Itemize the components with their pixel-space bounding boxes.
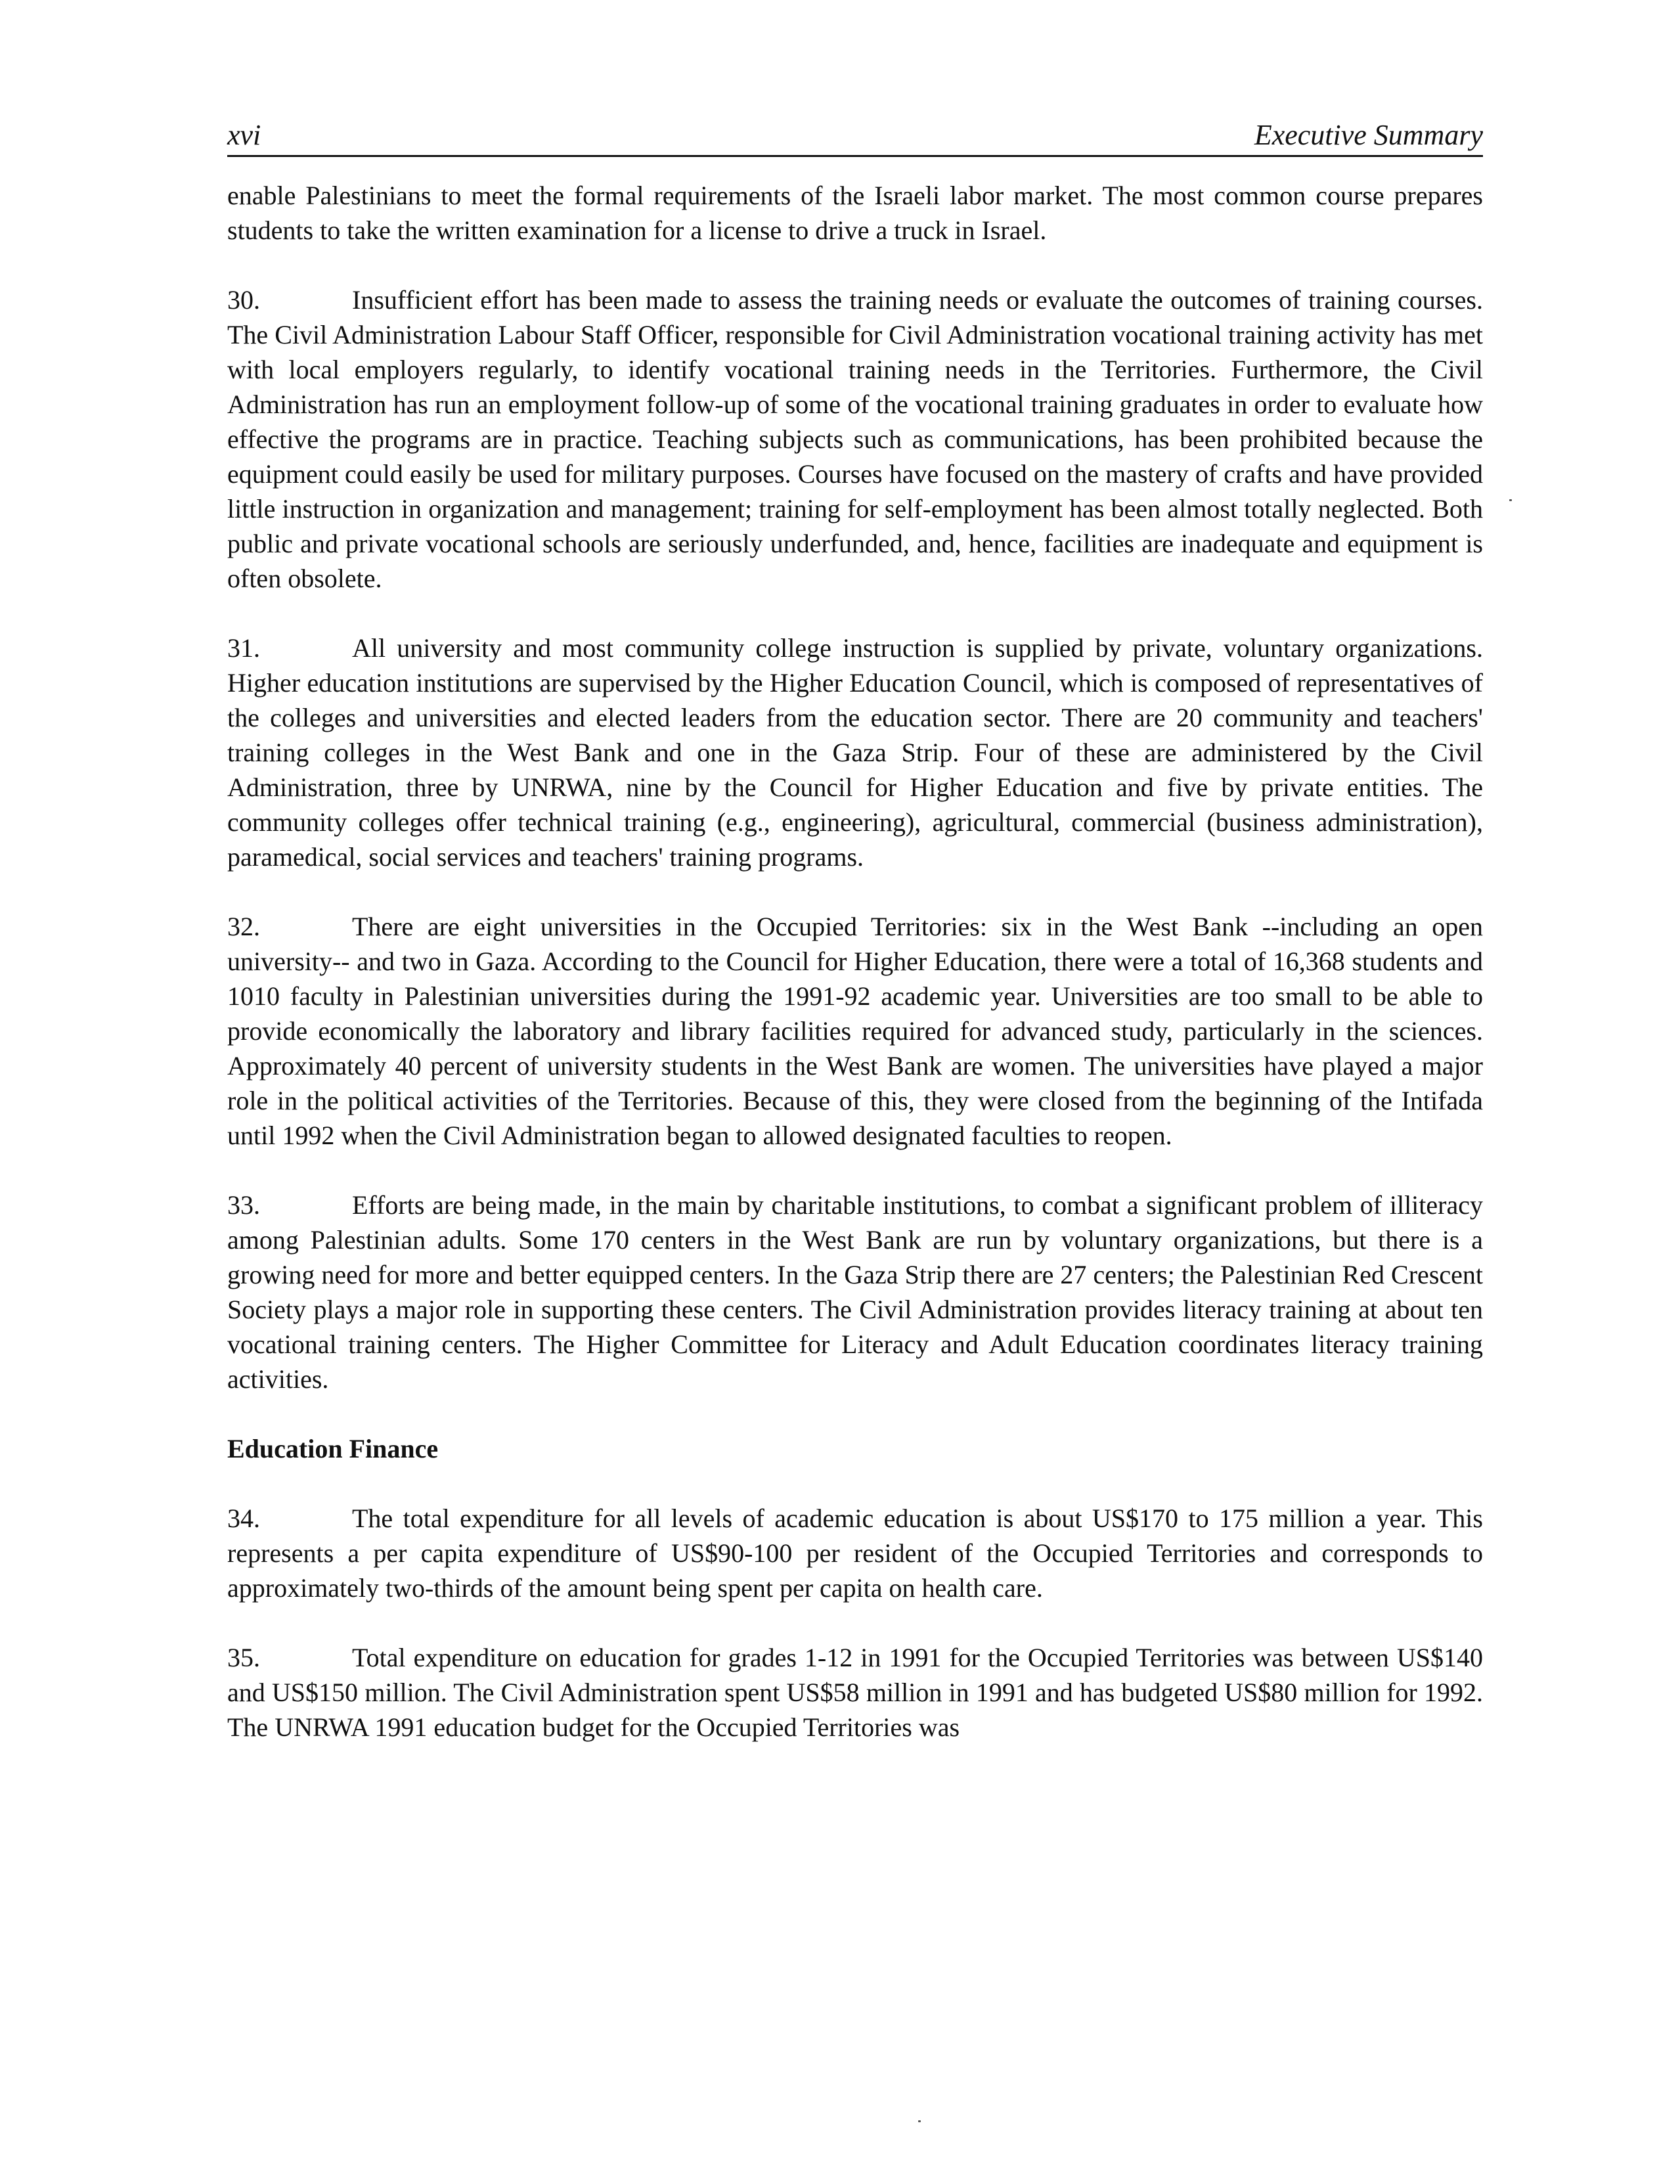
paragraph-34	[227, 1501, 1483, 1605]
scan-speck	[1509, 499, 1512, 501]
paragraph-number: 31.	[227, 633, 260, 663]
paragraph-30	[227, 282, 1483, 596]
paragraph-35	[227, 1640, 1483, 1745]
paragraph-text: The total expenditure for all levels of academic education is about US$170 to 175 million a year. This represents a per capita expenditure of US$90-100 per resident of the Occupied Territories and corresponds to approximately two-thirds of the amount being spent per capita on health care.	[227, 1504, 1483, 1603]
paragraph-number: 35.	[227, 1643, 260, 1672]
paragraph-32	[227, 909, 1483, 1153]
body-text	[227, 178, 1483, 1745]
paragraph-number: 33.	[227, 1190, 260, 1220]
section-heading: Education Finance	[227, 1434, 439, 1463]
paragraph-text: There are eight universities in the Occupied Territories: six in the West Bank --including an open university-- and two in Gaza. According to the Council for Higher Education, there were a total of 16,368 students and 1010 faculty in Palestinian universities during the 1991-92 academic year. Universities are too small to be able to provide economically the laboratory and library facilities required for advanced study, particularly in the sciences. Approximately 40 percent of university students in the West Bank are women. The universities have played a major role in the political activities of the Territories. Because of this, they were closed from the beginning of the Intifada until 1992 when the Civil Administration began to allowed designated faculties to reopen.	[227, 912, 1483, 1150]
paragraph-text: All university and most community college instruction is supplied by private, voluntary organizations. Higher education institutions are supervised by the Higher Education Council, which is composed of representatives of the colleges and universities and elected leaders from the education sector. There are 20 community and teachers' training colleges in the West Bank and one in the Gaza Strip. Four of these are administered by the Civil Administration, three by UNRWA, nine by the Council for Higher Education and five by private entities. The community colleges offer technical training (e.g., engineering), agricultural, commercial (business administration), paramedical, social services and teachers' training programs.	[227, 633, 1483, 872]
paragraph-number: 30.	[227, 285, 260, 315]
paragraph-text: Efforts are being made, in the main by charitable institutions, to combat a significant problem of illiteracy among Palestinian adults. Some 170 centers in the West Bank are run by voluntary organizations, but there is a growing need for more and better equipped centers. In the Gaza Strip there are 27 centers; the Palestinian Red Crescent Society plays a major role in supporting these centers. The Civil Administration provides literacy training at about ten vocational training centers. The Higher Committee for Literacy and Adult Education coordinates literacy training activities.	[227, 1190, 1483, 1394]
paragraph-number: 32.	[227, 912, 260, 941]
paragraph-text: Total expenditure on education for grades 1-12 in 1991 for the Occupied Territories was between US$140 and US$150 million. The Civil Administration spent US$58 million in 1991 and has budgeted US$80 million for 1992. The UNRWA 1991 education budget for the Occupied Territories was	[227, 1643, 1483, 1742]
paragraph-31	[227, 631, 1483, 874]
continuation-paragraph: enable Palestinians to meet the formal requirements of the Israeli labor market. The most common course prepares students to take the written examination for a license to drive a truck in Israel.	[227, 181, 1483, 245]
scan-speck	[918, 2120, 921, 2122]
paragraph-number: 34.	[227, 1504, 260, 1533]
running-title: Executive Summary	[1254, 119, 1483, 151]
paragraph-text: Insufficient effort has been made to assess the training needs or evaluate the outcomes of training courses. The Civil Administration Labour Staff Officer, responsible for Civil Administration vocational training activity has met with local employers regularly, to identify vocational training needs in the Territories. Furthermore, the Civil Administration has run an employment follow-up of some of the vocational training graduates in order to evaluate how effective the programs are in practice. Teaching subjects such as communications, has been prohibited because the equipment could easily be used for military purposes. Courses have focused on the mastery of crafts and have provided little instruction in organization and management; training for self-employment has been almost totally neglected. Both public and private vocational schools are seriously underfunded, and, hence, facilities are inadequate and equipment is often obsolete.	[227, 285, 1483, 593]
document-page	[227, 118, 1483, 1745]
page-number: xvi	[227, 119, 261, 151]
page-header	[227, 118, 1483, 157]
paragraph-33	[227, 1188, 1483, 1396]
